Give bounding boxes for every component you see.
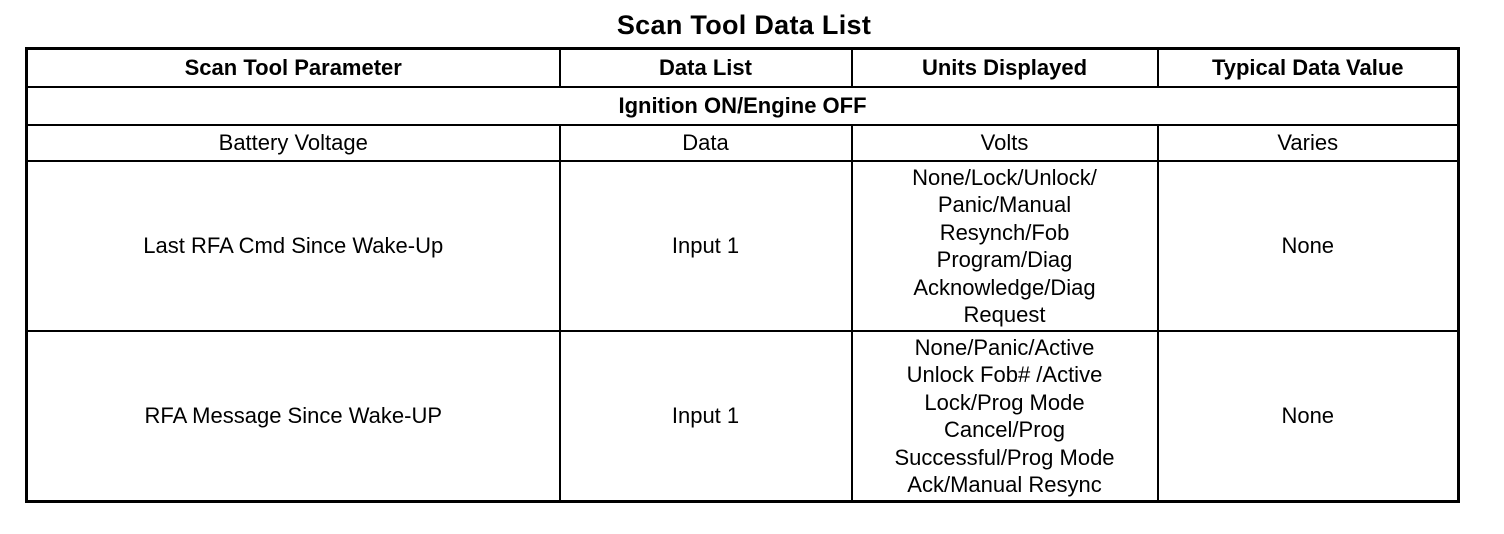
units-line: Unlock Fob# /Active [906,362,1103,387]
cell-units [852,161,1158,331]
units-line: Ack/Manual Resync [907,472,1102,497]
units-line: Cancel/Prog [943,417,1066,442]
cell-typical-value: Varies [1158,125,1459,161]
header-units-displayed: Units Displayed [852,49,1158,88]
units-line: Request [963,302,1046,327]
units-line: Lock/Prog Mode [924,389,1085,415]
table-row [27,331,1459,502]
units-line: Volts [980,130,1029,156]
header-data-list: Data List [560,49,852,88]
cell-data-list: Input 1 [560,331,852,502]
cell-parameter: Battery Voltage [27,125,560,161]
units-line: Successful/Prog Mode [894,444,1115,470]
cell-parameter: RFA Message Since Wake-UP [27,331,560,502]
section-row [27,87,1459,125]
units-line: None/Panic/Active [914,334,1095,360]
cell-typical-value: None [1158,331,1459,502]
cell-parameter: Last RFA Cmd Since Wake-Up [27,161,560,331]
page-title: Scan Tool Data List [616,10,872,40]
table-row [27,161,1459,331]
cell-units [852,125,1158,161]
header-scan-tool-parameter: Scan Tool Parameter [27,49,560,88]
units-line: Resynch/Fob [939,219,1070,245]
table-row [27,125,1459,161]
header-typical-data-value: Typical Data Value [1158,49,1459,88]
units-line: None/Lock/Unlock/ [912,164,1097,190]
cell-units [852,331,1158,502]
cell-typical-value: None [1158,161,1459,331]
scan-tool-data-table [25,47,1460,503]
cell-data-list: Input 1 [560,161,852,331]
header-row [27,49,1459,88]
units-line: Program/Diag [936,247,1073,272]
units-line: Acknowledge/Diag [913,274,1096,300]
units-line: Panic/Manual [937,192,1072,217]
section-label: Ignition ON/Engine OFF [27,87,1459,125]
cell-data-list: Data [560,125,852,161]
